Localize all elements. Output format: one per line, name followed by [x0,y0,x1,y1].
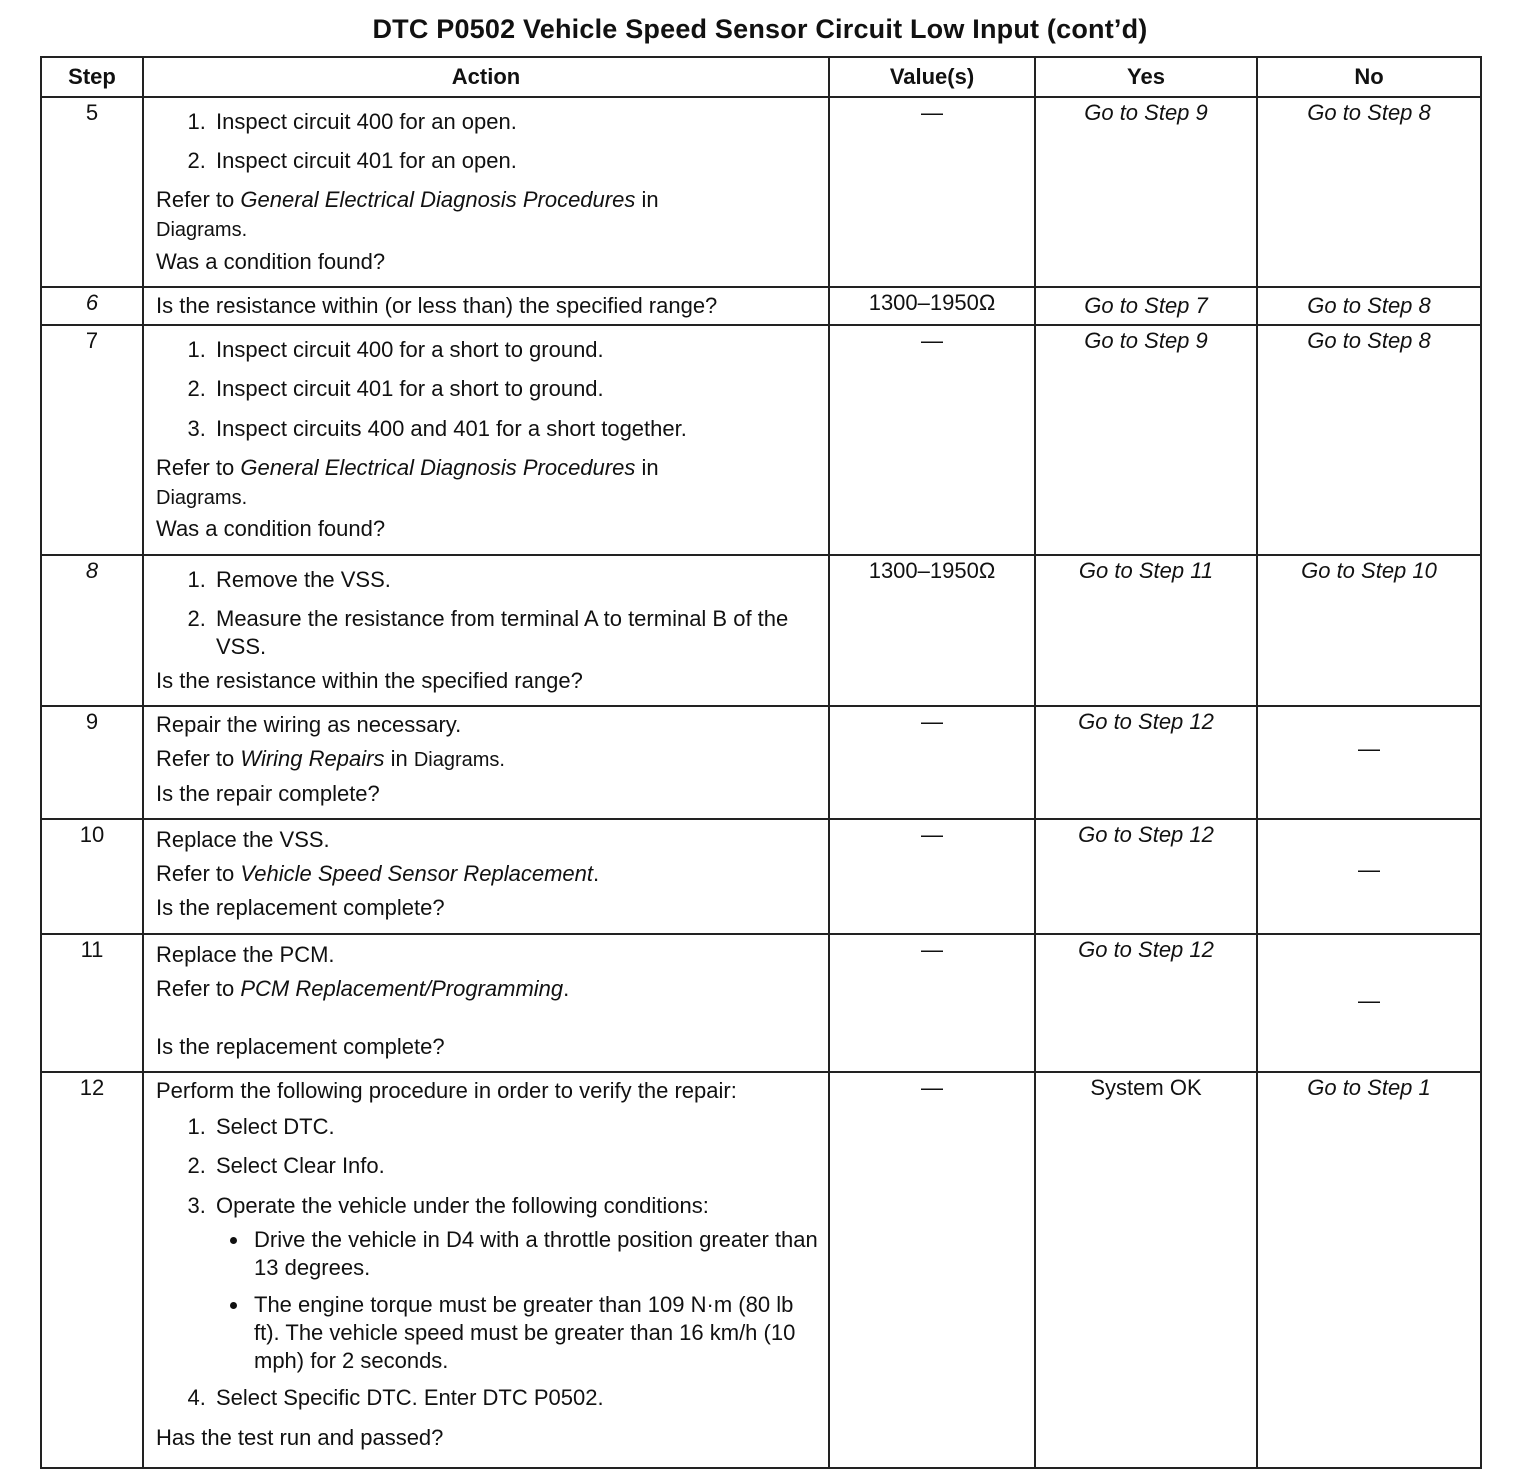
refer-suffix: . [593,861,600,887]
value-text: — [921,100,943,125]
action-list [156,108,818,175]
action-list [156,566,818,661]
action-cell [143,706,829,819]
list-item: • Drive the vehicle in D4 with a throttle position greater than 13 degrees. [250,1226,818,1282]
action-text: Replace the VSS. [156,827,330,853]
step-number: 6 [41,287,143,325]
value-text: — [921,822,943,848]
list-item: 1. Remove the VSS. [212,566,818,594]
action-list [156,336,818,442]
question-text: Is the resistance within (or less than) the specified range? [156,293,718,319]
refer-text [156,745,818,774]
value-cell [829,819,1035,933]
no-cell: Go to Step 8 [1257,97,1481,287]
yes-cell: Go to Step 9 [1035,97,1257,287]
value-cell [829,325,1035,554]
refer-suffix: in [635,454,659,480]
list-item: 4. Select Specific DTC. Enter DTC P0502. [212,1384,818,1412]
header-values: Value(s) [829,57,1035,97]
refer-prefix: Refer to [156,746,241,772]
table-row [41,287,1481,325]
yes-cell: Go to Step 11 [1035,555,1257,707]
yes-cell: Go to Step 7 [1035,287,1257,325]
refer-diagrams: Diagrams. [156,219,248,242]
action-list [156,1113,818,1412]
header-yes: Yes [1035,57,1257,97]
step-number: 5 [41,97,143,287]
yes-cell: Go to Step 12 [1035,819,1257,933]
table-row [41,1072,1481,1468]
yes-cell: System OK [1035,1072,1257,1468]
question-text: Has the test run and passed? [156,1424,444,1450]
intro-text: Perform the following procedure in order to verify the repair: [156,1078,737,1104]
table-row [41,325,1481,554]
refer-prefix: Refer to [156,975,241,1001]
step-number: 12 [41,1072,143,1468]
diagnostic-table [40,56,1482,1469]
value-cell [829,706,1035,819]
no-cell: Go to Step 8 [1257,325,1481,554]
value-text: 1300–1950Ω [868,290,996,316]
step-number: 8 [41,555,143,707]
page-title: DTC P0502 Vehicle Speed Sensor Circuit Low Input (cont’d) [372,14,1148,44]
table-row [41,706,1481,819]
no-cell: Go to Step 1 [1257,1072,1481,1468]
header-action: Action [143,57,829,97]
value-text: — [921,1075,943,1101]
refer-title: General Electrical Diagnosis Procedures [240,187,636,213]
refer-diagrams: Diagrams. [156,486,248,509]
list-item: 2. Inspect circuit 401 for an open. [212,147,818,175]
list-item: • The engine torque must be greater than 109 N·m (80 lb ft). The vehicle speed must be greater than 16 km/h (10 mph) for 2 seconds. [250,1291,818,1375]
refer-title: Wiring Repairs [240,746,385,772]
value-text: 1300–1950Ω [868,557,996,583]
action-cell [143,819,829,933]
header-step: Step [41,57,143,97]
refer-text [156,860,818,888]
question-text: Is the resistance within the specified range? [156,668,583,694]
step-number: 11 [41,934,143,1072]
table-row [41,934,1481,1072]
no-cell: Go to Step 10 [1257,555,1481,707]
list-item [212,1192,818,1376]
list-item: 1. Inspect circuit 400 for a short to ground. [212,336,818,364]
no-cell: — [1257,706,1481,819]
refer-title: PCM Replacement/Programming [240,975,564,1001]
yes-cell: Go to Step 9 [1035,325,1257,554]
value-cell [829,1072,1035,1468]
value-cell [829,555,1035,707]
no-cell: — [1257,934,1481,1072]
refer-prefix: Refer to [156,454,241,480]
action-cell [143,934,829,1072]
question-text: Is the repair complete? [156,780,380,806]
list-item: 1. Select DTC. [212,1113,818,1141]
value-text: — [921,328,943,354]
value-text: — [921,709,943,735]
step-number: 7 [41,325,143,554]
refer-diagrams: Diagrams. [413,749,505,772]
list-item-text: Operate the vehicle under the following conditions: [216,1192,709,1218]
list-item: 3. Inspect circuits 400 and 401 for a short together. [212,415,818,443]
table-header-row [41,57,1481,97]
refer-suffix: . [563,975,570,1001]
no-cell: — [1257,819,1481,933]
refer-title: Vehicle Speed Sensor Replacement [240,861,593,887]
refer-prefix: Refer to [156,861,241,887]
question-text: Is the replacement complete? [156,1033,445,1059]
action-cell [143,555,829,707]
action-cell [143,325,829,554]
condition-list [216,1226,818,1376]
table-row [41,97,1481,287]
action-cell [143,97,829,287]
action-cell [143,287,829,325]
yes-cell: Go to Step 12 [1035,706,1257,819]
header-no: No [1257,57,1481,97]
refer-prefix: Refer to [156,187,241,213]
refer-suffix: in [384,746,414,772]
list-item: 1. Inspect circuit 400 for an open. [212,108,818,136]
value-cell [829,934,1035,1072]
table-row [41,555,1481,707]
refer-text [156,975,818,1003]
step-number: 10 [41,819,143,933]
table-row [41,819,1481,933]
refer-text [156,186,818,214]
refer-title: General Electrical Diagnosis Procedures [240,454,636,480]
refer-suffix: in [635,187,659,213]
value-cell [829,287,1035,325]
list-item: 2. Inspect circuit 401 for a short to ground. [212,375,818,403]
value-cell [829,97,1035,287]
question-text: Was a condition found? [156,249,386,275]
no-cell: Go to Step 8 [1257,287,1481,325]
value-text: — [921,936,943,962]
action-text: Repair the wiring as necessary. [156,712,462,738]
action-cell [143,1072,829,1468]
refer-text [156,454,818,482]
question-text: Is the replacement complete? [156,895,445,921]
yes-cell: Go to Step 12 [1035,934,1257,1072]
list-item: 2. Select Clear Info. [212,1152,818,1180]
question-text: Was a condition found? [156,516,386,542]
step-number: 9 [41,706,143,819]
list-item: 2. Measure the resistance from terminal A to terminal B of the VSS. [212,605,818,661]
action-text: Replace the PCM. [156,941,335,967]
